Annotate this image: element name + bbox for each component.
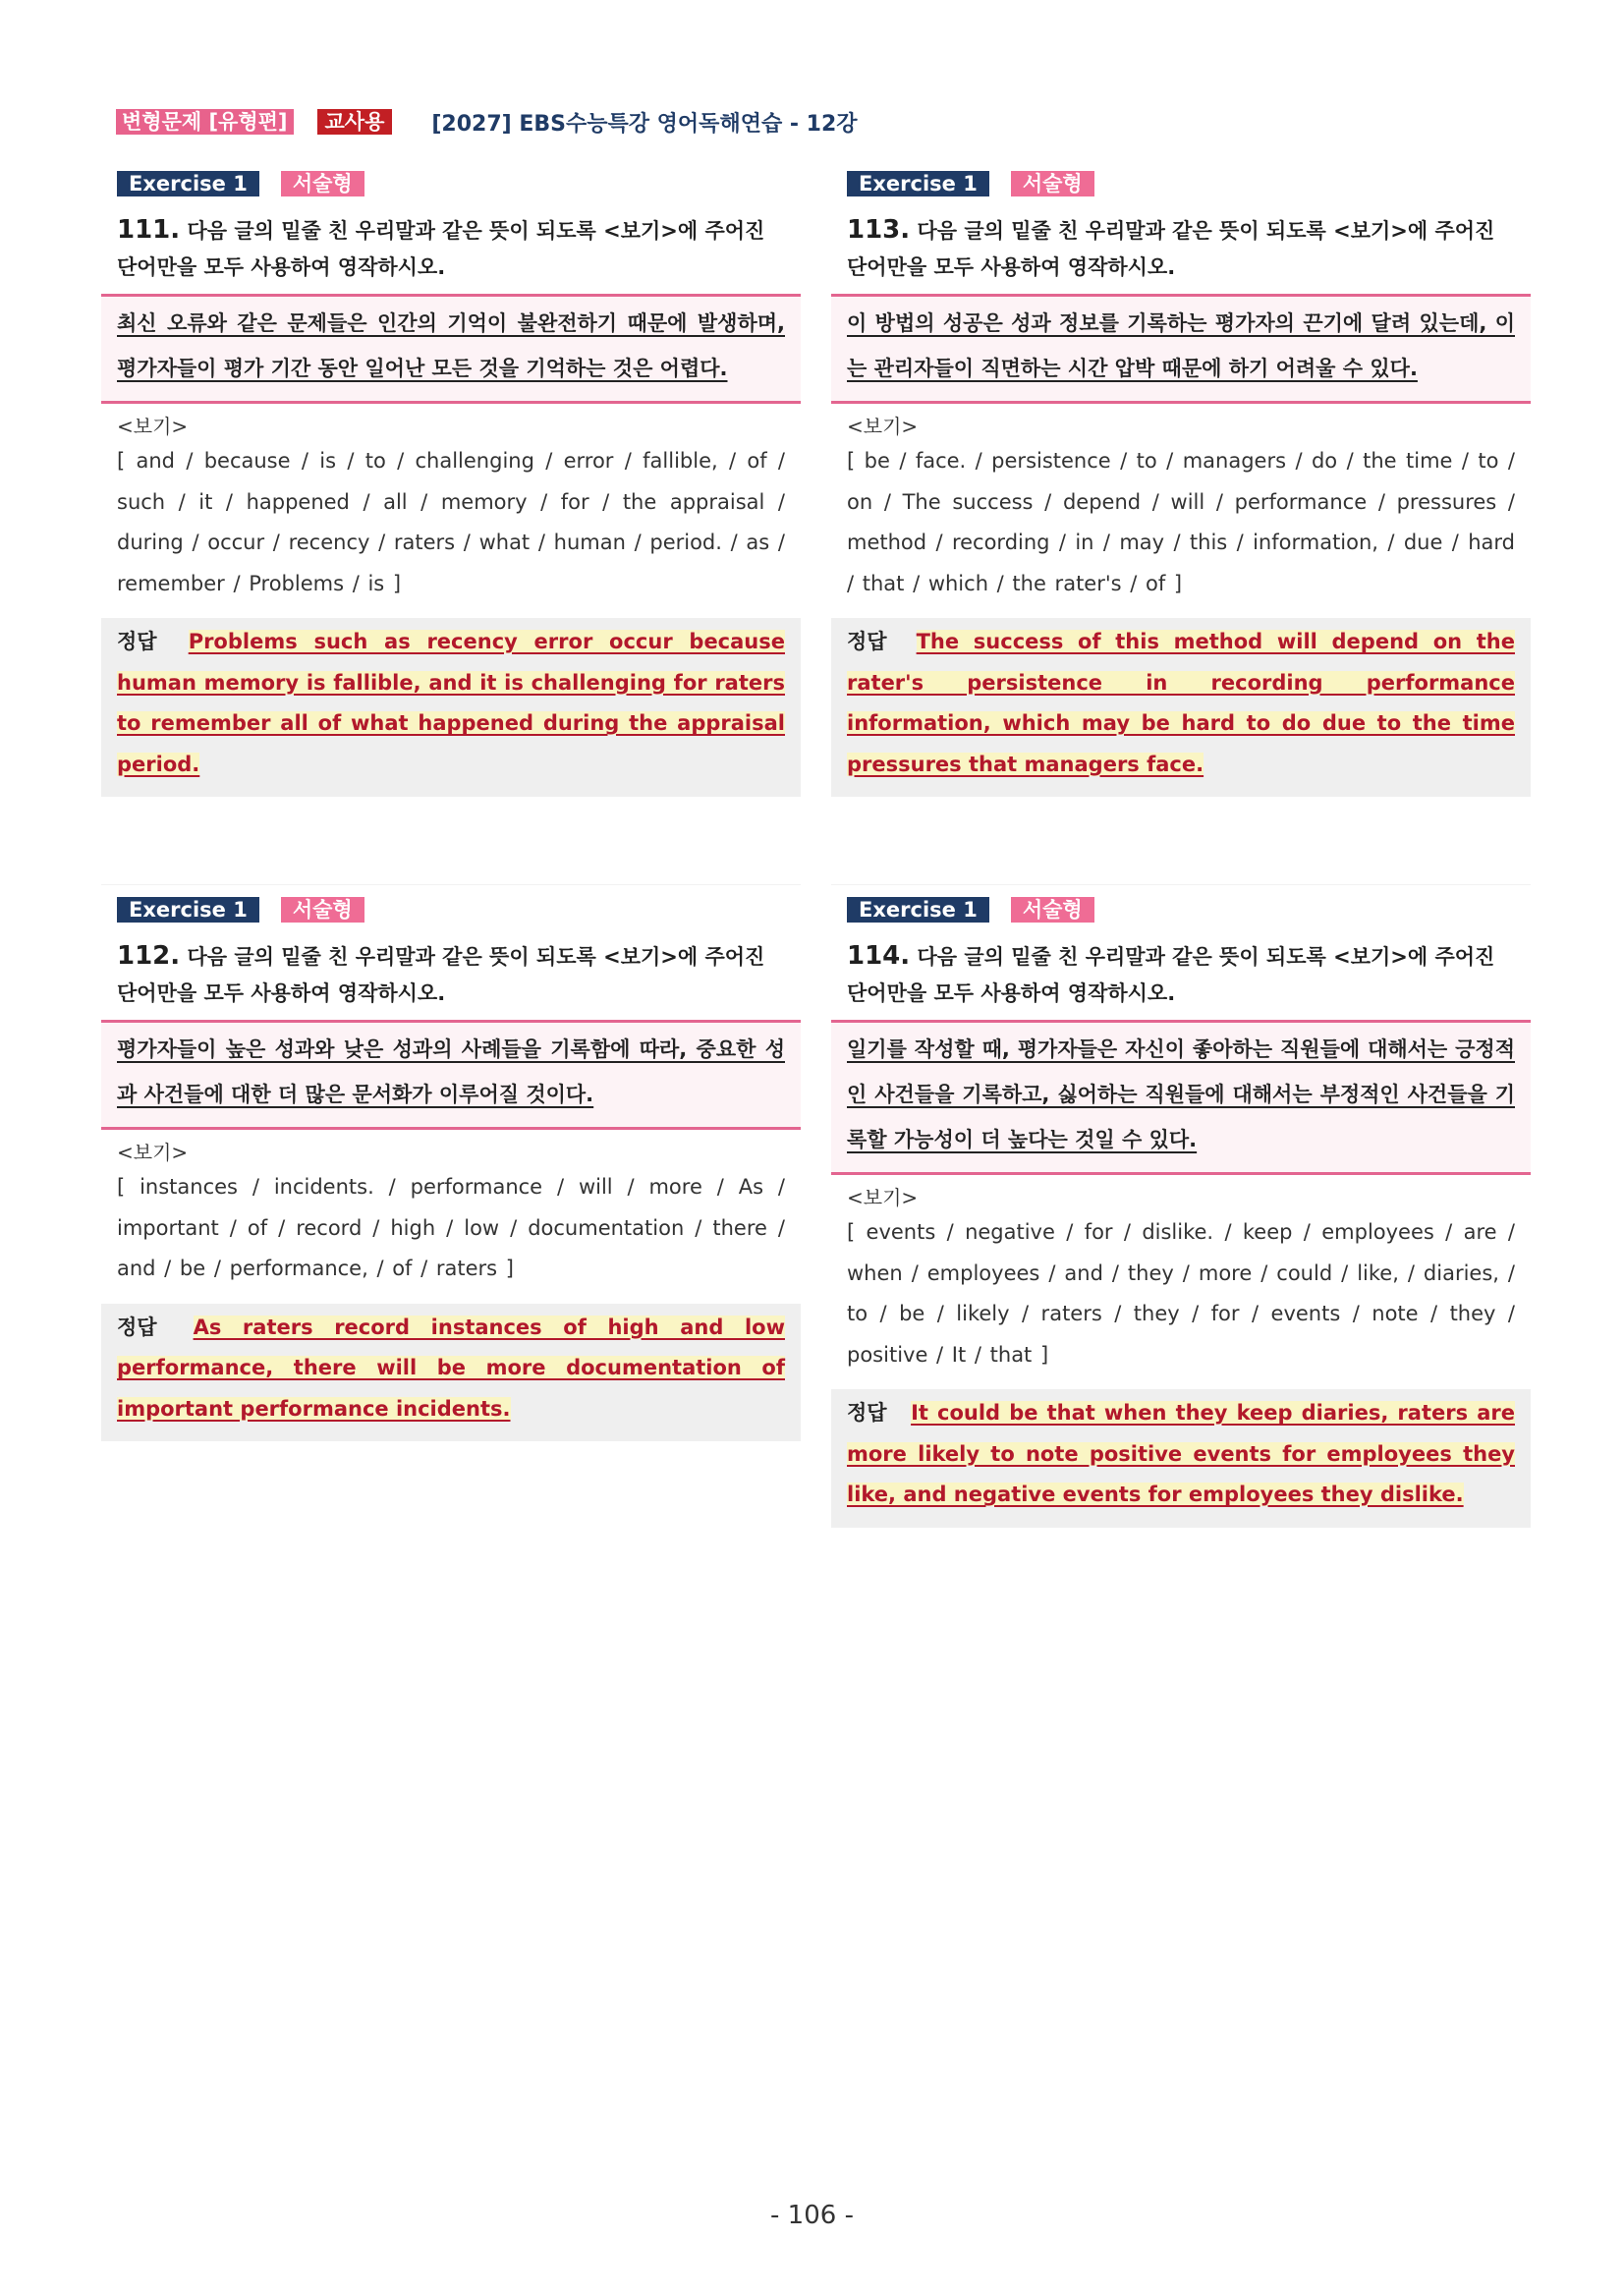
question-number: 112. [117, 941, 181, 971]
exercise-block-112 [101, 897, 801, 1441]
exercise-tag: Exercise 1 [117, 897, 259, 923]
teacher-tag: 교사용 [317, 109, 393, 135]
exercise-tag: Exercise 1 [847, 897, 989, 923]
question-number: 111. [117, 215, 181, 245]
answer-text: As raters record instances of high and low performance, there will be more documentation of important performance incidents. [117, 1315, 785, 1421]
question-prompt [847, 212, 1515, 286]
question-text: 다음 글의 밑줄 친 우리말과 같은 뜻이 되도록 <보기>에 주어진 단어만을 모두 사용하여 영작하시오. [847, 219, 1495, 279]
word-bank: [ instances / incidents. / performance / will / more / As / important / of / record / high / low / documentation / there / and / be / performance, / of / raters ] [117, 1175, 785, 1280]
exercise-tag: Exercise 1 [117, 171, 259, 196]
answer-label: 정답 [847, 1401, 887, 1425]
document-title: [2027] EBS수능특강 영어독해연습 - 12강 [431, 111, 858, 137]
question-type-tag: 서술형 [1011, 171, 1094, 196]
korean-sentence: 일기를 작성할 때, 평가자들은 자신이 좋아하는 직원들에 대해서는 긍정적인 사건들을 기록하고, 싫어하는 직원들에 대해서는 부정적인 사건들을 기록할 가능성이 더 높다는 것일 수 있다. [847, 1037, 1515, 1151]
question-prompt [117, 938, 785, 1012]
answer-box [831, 618, 1531, 797]
exercise-block-114 [831, 897, 1531, 1528]
answer-label: 정답 [117, 630, 157, 653]
exercise-tag: Exercise 1 [847, 171, 989, 196]
exercise-block-113 [831, 171, 1531, 797]
word-bank: [ events / negative / for / dislike. / keep / employees / are / when / employees / and / they / more / could / like, / diaries, / to / be / likely / raters / they / for / events / note / they / positive / It / that ] [847, 1220, 1515, 1367]
question-text: 다음 글의 밑줄 친 우리말과 같은 뜻이 되도록 <보기>에 주어진 단어만을 모두 사용하여 영작하시오. [847, 945, 1495, 1005]
korean-sentence-box [101, 294, 801, 404]
answer-text: The success of this method will depend on the rater's persistence in recording performance information, which may be hard to do due to the time pressures that managers face. [847, 630, 1515, 776]
bogi-label: <보기> [847, 1186, 919, 1209]
page-number: - 106 - [770, 2201, 854, 2230]
word-bank: [ and / because / is / to / challenging / error / fallible, / of / such / it / happened / all / memory / for / the appraisal / during / occur / recency / raters / what / human / period. / as / remember / Problems / is ] [117, 449, 785, 595]
question-number: 114. [847, 941, 911, 971]
korean-sentence-box [831, 1020, 1531, 1175]
answer-box [101, 618, 801, 797]
answer-box [831, 1389, 1531, 1528]
korean-sentence: 최신 오류와 같은 문제들은 인간의 기억이 불완전하기 때문에 발생하며, 평가자들이 평가 기간 동안 일어난 모든 것을 기억하는 것은 어렵다. [117, 311, 785, 380]
korean-sentence: 평가자들이 높은 성과와 낮은 성과의 사례들을 기록함에 따라, 중요한 성과 사건들에 대한 더 많은 문서화가 이루어질 것이다. [117, 1037, 785, 1106]
answer-label: 정답 [847, 630, 887, 653]
answer-box [101, 1304, 801, 1442]
question-prompt [117, 212, 785, 286]
category-tag: 변형문제 [유형편] [116, 109, 294, 135]
answer-text: It could be that when they keep diaries, raters are more likely to note positive events for employees they like, and negative events for employees they dislike. [847, 1401, 1515, 1506]
korean-sentence-box [101, 1020, 801, 1130]
word-bank: [ be / face. / persistence / to / managers / do / the time / to / on / The success / depend / will / performance / pressures / method / recording / in / may / this / information, / due / hard / that / which / the rater's / of ] [847, 449, 1515, 595]
bogi-label: <보기> [847, 415, 919, 438]
question-type-tag: 서술형 [281, 897, 364, 923]
question-text: 다음 글의 밑줄 친 우리말과 같은 뜻이 되도록 <보기>에 주어진 단어만을 모두 사용하여 영작하시오. [117, 219, 765, 279]
question-type-tag: 서술형 [1011, 897, 1094, 923]
korean-sentence: 이 방법의 성공은 성과 정보를 기록하는 평가자의 끈기에 달려 있는데, 이는 관리자들이 직면하는 시간 압박 때문에 하기 어려울 수 있다. [847, 311, 1515, 380]
exercise-block-111 [101, 171, 801, 797]
question-prompt [847, 938, 1515, 1012]
question-number: 113. [847, 215, 911, 245]
answer-label: 정답 [117, 1315, 157, 1339]
bogi-label: <보기> [117, 1141, 189, 1164]
question-text: 다음 글의 밑줄 친 우리말과 같은 뜻이 되도록 <보기>에 주어진 단어만을 모두 사용하여 영작하시오. [117, 945, 765, 1005]
page-header [116, 108, 858, 136]
question-type-tag: 서술형 [281, 171, 364, 196]
section-divider [101, 884, 801, 885]
korean-sentence-box [831, 294, 1531, 404]
answer-text: Problems such as recency error occur because human memory is fallible, and it is challenging for raters to remember all of what happened during the appraisal period. [117, 630, 785, 776]
section-divider [831, 884, 1531, 885]
bogi-label: <보기> [117, 415, 189, 438]
